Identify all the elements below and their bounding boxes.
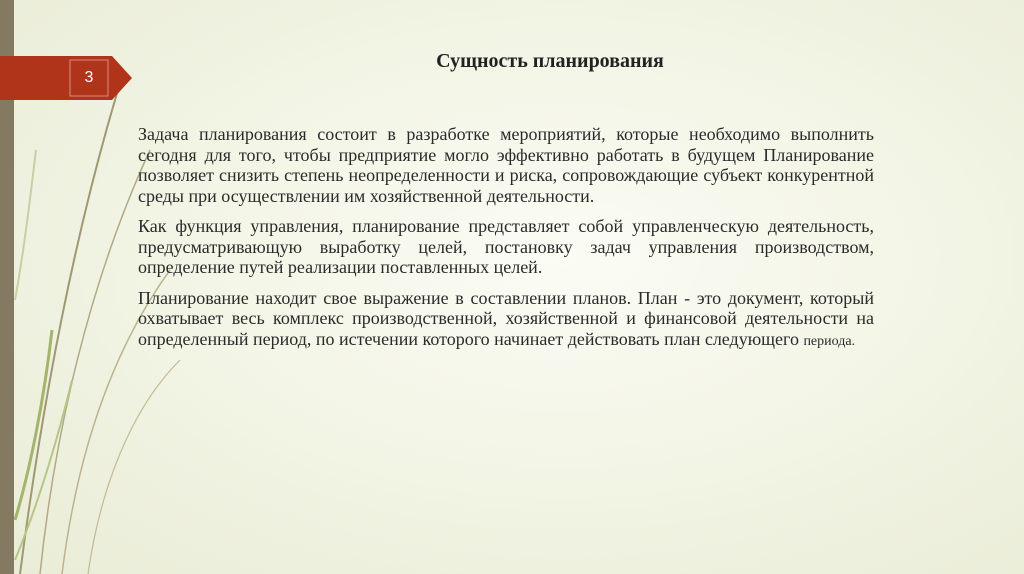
slide-title: Сущность планирования xyxy=(436,50,664,72)
paragraph-2: Как функция управления, планирование представляет собой управленческую деятельность, предусматривающую выработку целей, постановку задач управления производством, определение путей реализации поставленных целей. xyxy=(138,216,874,277)
slide-number: 3 xyxy=(84,69,94,86)
paragraph-1: Задача планирования состоит в разработке мероприятий, которые необходимо выполнить сегодня для того, чтобы предприятие могло эффективно работать в будущем Планирование позволяет снизить степень неопределенности и риска, сопровождающие субъект конкурентной среды при осуществлении им хозяйственной деятельности. xyxy=(138,124,874,206)
slide-number-badge xyxy=(0,56,132,100)
paragraph-3-tail: периода. xyxy=(803,333,856,349)
paragraph-3 xyxy=(138,288,874,353)
slide-content xyxy=(138,124,874,362)
paragraph-3-main: Планирование находит свое выражение в составлении планов. План - это документ, который охватывает весь комплекс производственной, хозяйственной и финансовой деятельности на определенный период, по истечении которого начинает действовать план следующего xyxy=(138,287,874,349)
